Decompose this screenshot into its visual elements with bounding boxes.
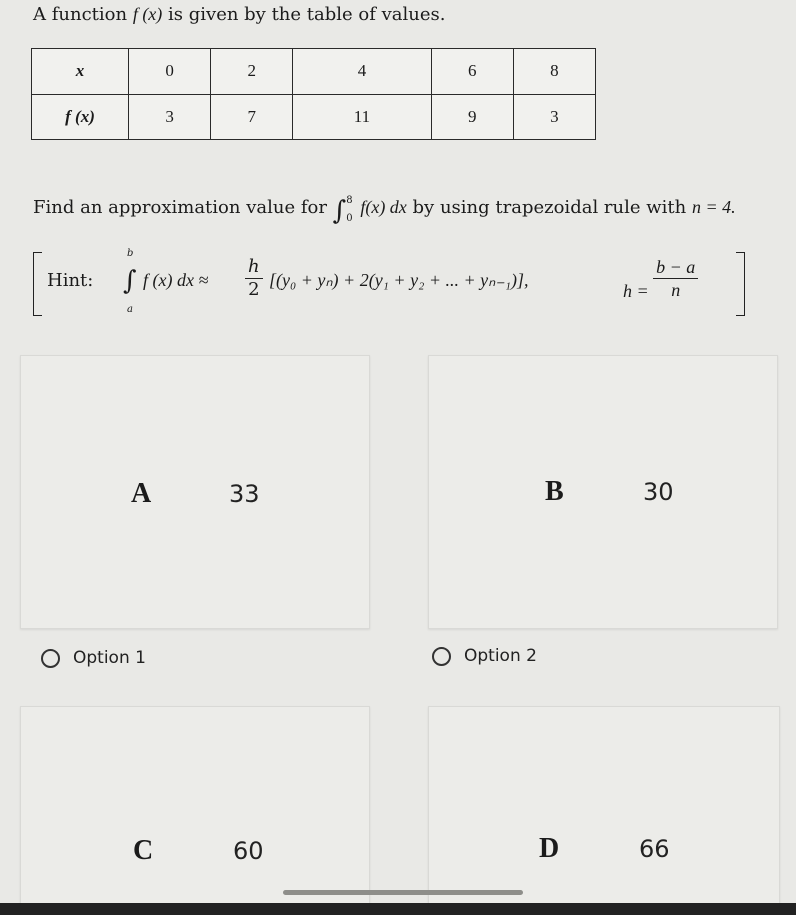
fraction-denominator: n <box>671 280 681 300</box>
find-instruction <box>33 192 736 228</box>
choice-card-d[interactable] <box>428 706 780 908</box>
choice-card-c[interactable] <box>20 706 370 908</box>
option-1-radio[interactable] <box>41 648 146 668</box>
integral-upper: 8 <box>346 195 353 206</box>
integral-lower: 0 <box>346 213 353 224</box>
table-cell: 11 <box>293 94 431 140</box>
fraction-numerator: b − a <box>653 256 698 279</box>
trapezoid-expression: [(y₀ + yₙ) + 2(y₁ + y₂ + ... + yₙ₋₁)], <box>269 270 529 290</box>
table-cell: 3 <box>129 94 211 140</box>
integral-limits <box>346 192 352 228</box>
table-cell: 6 <box>431 49 513 95</box>
table-header-fx: f (x) <box>32 94 129 140</box>
option-2-radio[interactable] <box>432 646 537 666</box>
table-cell: 3 <box>513 94 595 140</box>
option-label: Option 2 <box>464 646 537 666</box>
question-text <box>33 4 445 25</box>
find-text-before: Find an approximation value for <box>33 197 327 218</box>
choice-value: 66 <box>639 835 670 863</box>
choice-letter: D <box>539 833 560 864</box>
option-label: Option 1 <box>73 648 146 668</box>
screen-bottom-edge <box>0 903 796 915</box>
choice-letter: B <box>545 476 564 507</box>
hint-integrand: f (x) dx ≈ <box>143 270 209 290</box>
fraction-denominator: 2 <box>248 279 260 300</box>
choice-value: 33 <box>229 480 260 508</box>
table-row-fx <box>32 94 596 140</box>
table-cell: 2 <box>211 49 293 95</box>
choice-card-a[interactable] <box>20 355 370 629</box>
home-indicator[interactable] <box>283 890 523 895</box>
radio-circle-icon[interactable] <box>432 647 451 666</box>
find-text-after: by using trapezoidal rule with <box>412 197 687 218</box>
integral-icon: ∫ <box>123 266 137 296</box>
hint-lower-limit: a <box>127 304 133 315</box>
choice-letter: A <box>131 478 152 509</box>
values-table <box>31 48 596 140</box>
hint-box <box>33 248 745 320</box>
right-bracket-icon <box>736 252 745 316</box>
n-value: n = 4. <box>691 197 736 217</box>
choice-value: 60 <box>233 837 264 865</box>
left-bracket-icon <box>33 252 42 316</box>
choice-value: 30 <box>643 478 674 506</box>
table-cell: 0 <box>129 49 211 95</box>
hint-label: Hint: <box>47 270 94 291</box>
question-suffix: is given by the table of values. <box>168 4 446 25</box>
question-prefix: A function <box>33 4 128 25</box>
function-symbol: f (x) <box>132 4 163 24</box>
hint-upper-limit: b <box>127 248 134 259</box>
table-cell: 9 <box>431 94 513 140</box>
fraction-numerator: h <box>245 256 263 279</box>
h-over-2-fraction <box>245 256 263 301</box>
integral-icon: ∫ <box>332 196 347 226</box>
h-definition <box>623 256 698 301</box>
integrand: f(x) dx <box>360 197 407 217</box>
h-equals: h = <box>623 280 649 301</box>
choice-card-b[interactable] <box>428 355 778 629</box>
table-header-x: x <box>32 49 129 95</box>
table-row-x <box>32 49 596 95</box>
table-cell: 8 <box>513 49 595 95</box>
table-cell: 7 <box>211 94 293 140</box>
radio-circle-icon[interactable] <box>41 649 60 668</box>
choice-letter: C <box>133 835 154 866</box>
table-cell: 4 <box>293 49 431 95</box>
h-fraction <box>653 256 698 301</box>
